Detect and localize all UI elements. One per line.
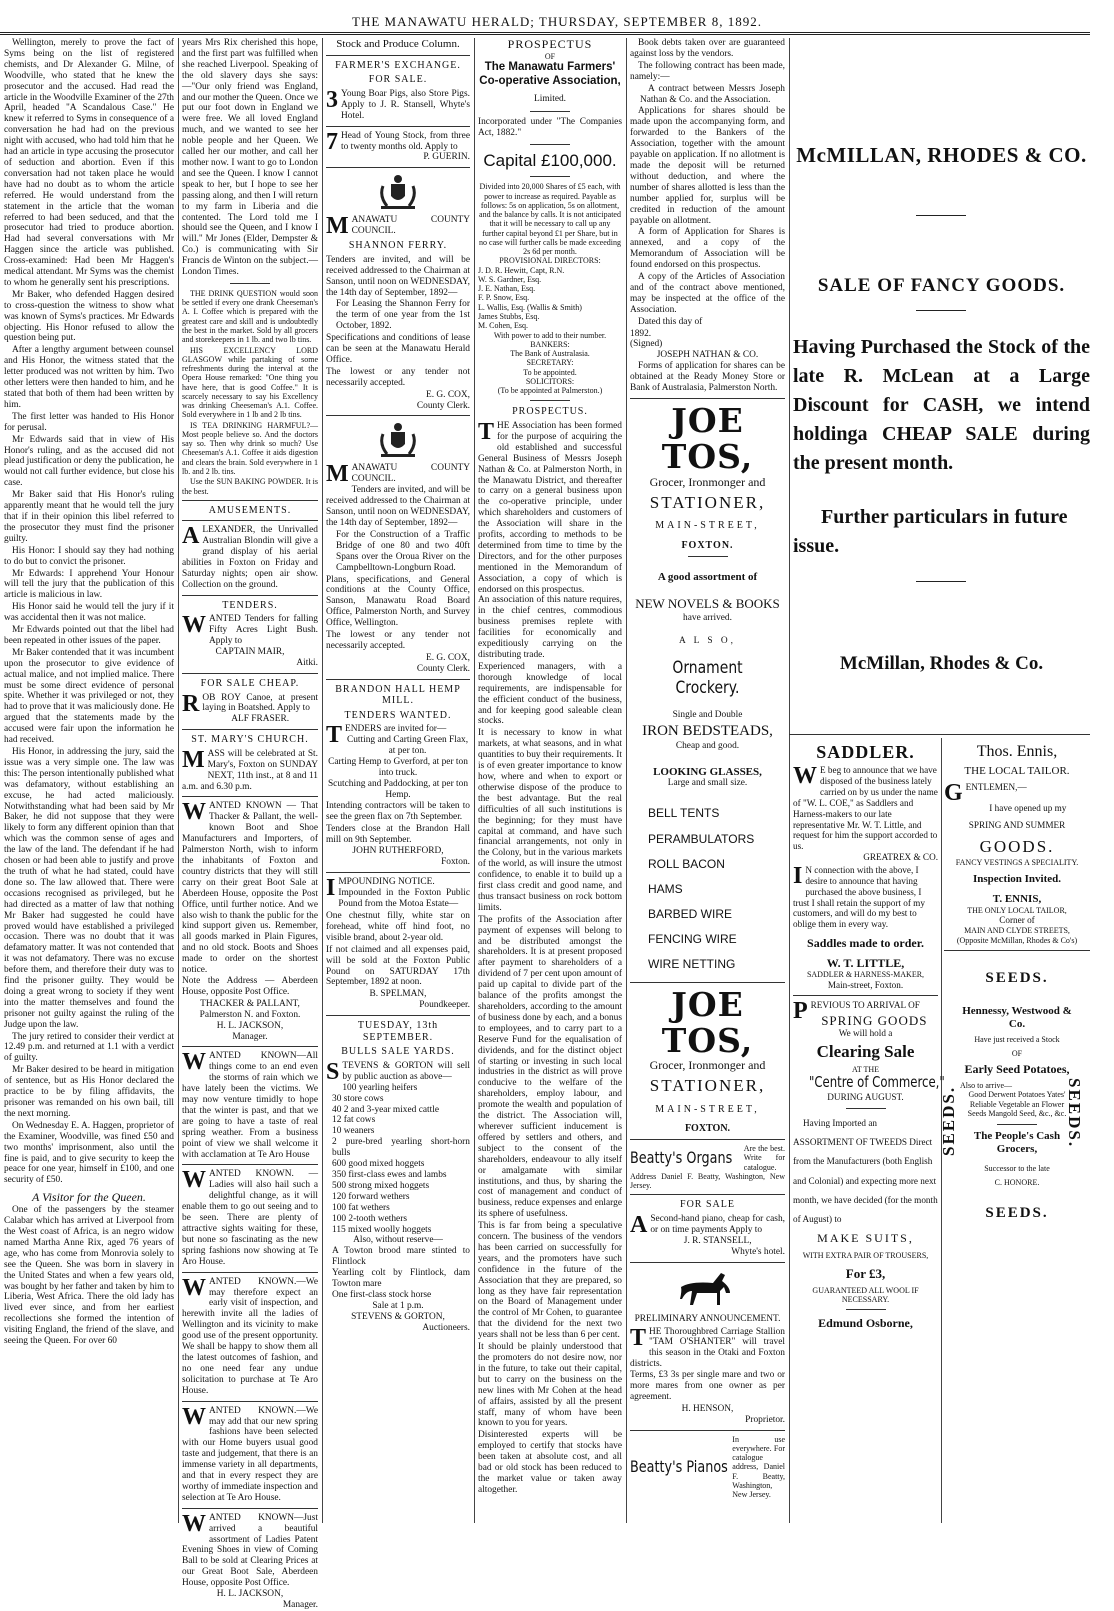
beatty-address: Address Daniel F. Beatty, Washington, New Jersey. (630, 1171, 785, 1191)
main-street-label: MAIN-STREET, (655, 520, 760, 532)
fancy-vestings: FANCY VESTINGS A SPECIALITY. (955, 857, 1079, 867)
article-paragraph: His Honor said he would tell the jury if it was accidental then it was not malice. (4, 602, 174, 624)
article-paragraph: Mr Baker contended that it was incumbent upon the prosecutor to give evidence of actual malice, and not implied malice. There must be some direct evidence of personal spite. Whether it was privileged or not, they had to prove that it was maliciously done. He argued that the statements made by the accused were fair upon the information he had received. (4, 647, 175, 746)
opposite-mcmillan: (Opposite McMillan, Rhodes & Co's) (956, 936, 1078, 946)
prospectus-cont-5: A form of Application for Shares is annexed, and a copy of the Memorandum of Association will be found endorsed on this prospectus. (630, 227, 785, 271)
goods-label: GOODS. (979, 837, 1055, 857)
corner-of: Corner of (999, 915, 1035, 926)
stock-item: 100 fat wethers (332, 1202, 390, 1213)
stock-extra-item: One first-class stock horse (332, 1289, 432, 1300)
little-trade: SADDLER & HARNESS-MAKER, (806, 970, 925, 980)
greatrex-notice: W E beg to announce that we have disposed of the business lately carried on by us under the name of "W. L. COE," as Saddlers and Harness-makers to our late representative Mr. W. T. Little, and request for him the support accorded to us. GREATREX & CO. (793, 763, 938, 863)
piano-ad: A Second-hand piano, cheap for cash, or on time payments Apply to J. R. STANSELL, Whyte's hotel. (630, 1211, 785, 1257)
stallion-ad: THE Thoroughbred Carriage Stallion "TAM O'SHANTER" will travel this season in the Otaki and Foxton districts. Terms, £3 3s per single mare and two or more mares from one owner as per agreement. H. HENSON, Proprietor. (630, 1324, 785, 1425)
joe-tos-items (630, 801, 785, 977)
joe-tos-title-2: JOE TOS, (661, 984, 754, 1060)
little-address: Main-street, Foxton. (827, 979, 904, 990)
mcmillan-rhodes-ad (793, 38, 1090, 738)
stock-item: 2 pure-bred yearling short-horn bulls (332, 1137, 470, 1159)
prospectus-forms: Forms of application for shares can be obtained at the Ready Money Store or Bank of Australasia, Palmerston North. (630, 361, 785, 394)
wanted-known-5: WANTED KNOWN.—We may add that our new spring fashions have been selected with our Home buyers usual good taste and judgement, that there is an immense variety in all departments, and that in every respect they are worthy of immediate inspection and selection at Te Aro House. (182, 1403, 318, 1503)
prospectus-subheading: PROSPECTUS. (512, 406, 588, 418)
directors-heading: PROVISIONAL DIRECTORS: (499, 256, 601, 266)
t-ennis: T. ENNIS, (992, 892, 1042, 905)
spring-goods: SPRING GOODS (821, 1012, 928, 1028)
only-tailor: THE ONLY LOCAL TAILOR, (967, 905, 1067, 915)
beatty-pianos-ad: Beatty's Pianos In use everywhere. For catalogue address, Daniel F. Beatty, Washington, New Jersey. (630, 1434, 785, 1500)
little-name: W. T. LITTLE, (826, 956, 905, 971)
prospectus-signatory: JOSEPH NATHAN & CO. (656, 350, 759, 361)
osborne-name: Edmund Osborne, (818, 1316, 913, 1331)
director-item: J. D. R. Hewitt, Capt, R.N. (478, 265, 565, 275)
masthead-title: THE MANAWATU HERALD; THURSDAY, SEPTEMBER 8, 1892. (352, 14, 762, 29)
article-paragraph: Mr Baker desired to be heard in mitigation of sentence, but as His Honor declared the practice to be by filing affidavits, the prisoner was remanded on his own bail, till the next morning. (4, 1065, 174, 1119)
stock-item: 500 strong mixed hoggets (332, 1180, 430, 1191)
streets: MAIN AND CLYDE STREETS, (964, 926, 1070, 936)
prospectus-cont-4: Applications for shares should be made upon the accompanying form, and forwarded to the Bankers of the Association, together with the amount payable on application. If no allotment is made the deposit will be returned without deduction, and where the number of shares allotted is less than the number applied for, surplus will be credited in reduction of the amount payable on allotment. (630, 106, 785, 226)
column-5 (630, 38, 785, 1523)
brandon-hall-heading: BRANDON HALL HEMP MILL. (335, 683, 461, 707)
stock-item: 30 store cows (332, 1093, 384, 1104)
all-wool: GUARANTEED ALL WOOL IF NECESSARY. (812, 1285, 919, 1305)
impounding-notice: IMPOUNDING NOTICE. Impounded in the Foxton Public Pound from the Motoa Estate— One chestnut filly, white star on forehead, white off hind foot, no visible brand, about 2-year old. If not claimed and all expenses paid, will be sold at the Foxton Public Pound on SATURDAY 17th September, 1892 at noon. B. SPELMAN, Poundkeeper. (326, 875, 470, 1011)
hemp-ad: TENDERS are invited for— Cutting and Carting Green Flax, at per ton. Carting Hemp to Gverford, at per ton into truck. Scutching and Paddocking, at per ton Hemp. Intending contractors will be taken to see the green flax on 7th September. Tenders close at the Brandon Hall mill on 9th September. JOHN RUTHERFORD, Foxton. (326, 722, 470, 868)
wanted-known-6: WANTED KNOWN—Just arrived a beautiful assortment of Ladies Patent Evening Shoes in view of Coming Ball to be sold at Clearing Prices at our Great Boot Sale, Aberdeen House, opposite Post Office. H. L. JACKSON, Manager. (182, 1510, 318, 1610)
seeds-side-right: SEEDS. (1065, 1078, 1084, 1149)
director-item: W. S. Gardner, Esq. (478, 274, 542, 284)
article-paragraph: Mr Edwards said that in view of His Honor's ruling, and as the accused did not plead justification or deny the publication, he would not call further evidence, but close his case. (4, 434, 175, 489)
stock-item: 600 good mixed hoggets (332, 1159, 425, 1170)
tenders-wanted-heading: TENDERS WANTED. (344, 709, 452, 721)
fancy-goods-heading: SALE OF FANCY GOODS. (817, 275, 1066, 296)
saddler-column (793, 738, 945, 1523)
early-potatoes: Early Seed Potatoes, (964, 1062, 1070, 1077)
visitor-headline: A Visitor for the Queen. (32, 1190, 146, 1205)
st-marys-heading: ST. MARY'S CHURCH. (191, 734, 309, 746)
limited-label: Limited. (533, 93, 567, 104)
arrived-label: have arrived. (683, 613, 732, 624)
single-double-label: Single and Double (672, 710, 743, 721)
stationer-label-2: STATIONER, (649, 1076, 766, 1096)
seeds-side-left: SEEDS. (939, 1085, 958, 1156)
libel-case-article (4, 38, 174, 1186)
wanted-known-1: WANTED KNOWN — That Thacker & Pallant, the well-known Boot and Shoe Manufacturers and Importers, of Palmerston North, wish to inform the inhabitants of Foxton and country districts that they will still carry on their great Boot Sale at Aberdeen House, opposite the Post Office, until further notice. And we also wish to thank the public for the kind support given us. Remember, all goods marked in Plain Figures, and no old stock. Boots and Shoes made to order on the shortest notice. Note the Address — Aberdeen House, opposite Post Office. THACKER & PALLANT, Palmerston N. and Foxton. H. L. JACKSON, Manager. (182, 799, 318, 1042)
suit-price: For £3, (845, 1266, 886, 1282)
mcmillan-signature: McMillan, Rhodes & Co. (839, 653, 1044, 674)
iron-bedsteads-label: IRON BEDSTEADS, (642, 723, 773, 740)
assortment-label: A good assortment of (657, 571, 758, 584)
stock-item: 120 forward wethers (332, 1191, 410, 1202)
prospectus-cont-6: A copy of the Articles of Association and of the contract above mentioned, may be inspected at the office of the Association. (630, 272, 785, 315)
stock-item: 10 weaners (332, 1126, 375, 1137)
director-item: L. Wallis, Esq. (Wallis & Smith) (478, 302, 582, 312)
incorporation: Incorporated under "The Companies Act, 1882." (478, 116, 622, 138)
piano-forsale-heading: FOR SALE (680, 1199, 735, 1211)
joe-item: ROLL BACON (648, 856, 725, 871)
article-paragraph: Mr Baker said that His Honor's ruling apparently meant that he would tell the jury that if in their opinion this libel referred to the prosecutor they must find the prisoner guilty. (4, 490, 174, 544)
council-ad-2: MANAWATU COUNTY COUNCIL. Tenders are invited, and will be received addressed to the Chairman at Sanson, until noon on WEDNESDAY, the 14th day of September, 1892— For the Construction of a Traffic Bridge of one 80 and two 40ft Spans over the Oroua River on the Campbelltown-Longburn Road. Plans, specifications, and General conditions at the County Office, Sanson, Manawatu Road Board Office, Palmerston North, and Survey Office, Wellington. The lowest or any tender not necessarily accepted. E. G. COX, County Clerk. (326, 461, 470, 674)
director-item: James Stubbs, Esq. (478, 311, 540, 321)
spring-summer: SPRING AND SUMMER (968, 820, 1066, 831)
foxton-label: FOXTON. (681, 539, 734, 551)
column-rule (474, 38, 475, 1523)
coat-of-arms-icon (373, 420, 423, 460)
seeds-footer: SEEDS. (985, 1204, 1049, 1221)
column-rule (789, 38, 790, 1523)
visitor-article-text: One of the passengers by the steamer Calabar which has arrived at Liverpool from the West coast of Africa, is an negro widow named Martha Anne Rix, aged 76 years of age, who has come from Monrovia solely to see the Queen. She was born in slavery in the United States and when a few years old, was bought by her father and taken by him to Liberia, West Africa. There the old lady has lived ever since, and from her earliest recollections she formed the intention of visiting England, the friend of the slave, and seeing the Queen. For over 60 (4, 1205, 175, 1347)
secretary-heading: SECRETARY: (526, 358, 574, 368)
successor-to: Successor to the late (984, 1164, 1050, 1174)
clearing-sale-title: Clearing Sale (816, 1041, 915, 1061)
association-name: The Manawatu Farmers' Co-operative Association, (479, 61, 621, 87)
crockery-label: Ornament Crockery. (672, 658, 743, 698)
seeds-heading: SEEDS. (985, 969, 1049, 986)
article-paragraph: Mr Edwards pointed out that the libel had been repeated in other issues of the paper. (4, 625, 174, 646)
amusements-ad: ALEXANDER, the Unrivalled Australian Blondin will give a grand display of his aerial abilities in Foxton on Friday and Saturday nights; open air show. Collection on the ground. (182, 523, 318, 590)
stock-extra-item: A Towton brood mare stinted to Flintlock (332, 1246, 470, 1268)
bank-name: The Bank of Australasia. (510, 349, 590, 359)
make-suits: MAKE SUITS, (817, 1230, 914, 1245)
prospectus-title: PROSPECTUS (507, 37, 593, 51)
grocer-label: Grocer, Ironmonger and (649, 474, 766, 489)
article-paragraph: Mr Baker, who defended Haggen desired to cross-question the witness to show what was known of Syms's practices. Mr Edwards objecting. His Honor refused to allow the question being put. (4, 289, 174, 344)
grocer-label-2: Grocer, Ironmonger and (649, 1058, 766, 1073)
directors-list (478, 266, 622, 331)
joe-item: PERAMBULATORS (648, 831, 755, 846)
secretary-note: To be appointed. (523, 367, 577, 377)
also-label: A L S O, (679, 636, 736, 647)
cheap-good-label: Cheap and good. (675, 740, 740, 751)
column-4-prospectus (478, 38, 622, 1523)
solicitors-heading: SOLICITORS: (525, 376, 575, 386)
article-paragraph: On Wednesday E. A. Haggen, proprietor of the Examiner, Woodville, was fined £50 and two months' imprisonment, also until the fine is paid, and to give security to keep the peace for one year, himself in £100, and one security of £50. (4, 1120, 174, 1186)
saddles-order: Saddles made to order. (807, 936, 924, 951)
prospectus-signed: (Signed) (630, 339, 663, 350)
article-paragraph: Mr Edwards: I apprehend Your Honour will tell the jury that the publication of this article is malicious in law. (4, 568, 174, 601)
prospectus-of: OF (544, 51, 556, 61)
column-3 (326, 38, 470, 1523)
council-ad-1: MANAWATU COUNTY COUNCIL. SHANNON FERRY. Tenders are invited, and will be received addressed to the Chairman at Sanson, until noon on WEDNESDAY, the 14th day of September, 1892— For Leasing the Shannon Ferry for the term of one year from the 1st October, 1892. Specifications and conditions of lease can be seen at the Manawatu Herald Office. The lowest or any tender not necessarily accepted. E. G. COX, County Clerk. (326, 213, 470, 411)
sale-date-heading: TUESDAY, 13th SEPTEMBER. (357, 1020, 439, 1043)
column-rule (322, 38, 323, 1523)
forsale-cheap-heading: FOR SALE CHEAP. (200, 677, 300, 689)
centre-of-commerce: "Centre of Commerce," (808, 1073, 945, 1092)
peoples-cash: The People's Cash Grocers, (973, 1129, 1061, 1156)
stock-list (332, 1083, 470, 1236)
prospectus-cont-3: A contract between Messrs Joseph Nathan & Co. and the Association. (640, 83, 785, 105)
header-rule (0, 32, 1090, 35)
wanted-known-4: WANTED KNOWN.—We may therefore expect an early visit of inspection, and herewith invite all the ladies of Wellington and its vicinity to make good use of the present opportunity. We shall be happy to show them all the latest outcomes of fashion, and no one need fear any undue solicitation to purchase at Te Aro House. (182, 1274, 318, 1396)
preliminary-heading: PRELIMINARY ANNOUNCEMENT. (634, 1313, 781, 1324)
beatty-organs-ad: Beatty's Organs Are the best. Write for catalogue. (630, 1144, 785, 1172)
stock-item: 40 2 and 3-year mixed cattle (332, 1104, 439, 1115)
honore-name: C. HONORE. (994, 1177, 1040, 1187)
directors-note: With power to add to their number. (493, 330, 607, 340)
looking-glasses-label: LOOKING GLASSES, (653, 765, 762, 778)
column-1-article (4, 38, 174, 1523)
column-rule (178, 38, 179, 1523)
at-the: AT THE (851, 1064, 880, 1074)
article-paragraph: Wellington, merely to prove the fact of Syms being on the list of registered chemists, and Dr Alexander G. Milne, of Woodville, who stated that he knew the prosecutor and the accused. Had read the article in the Woodville Examiner of the 27th April, headed "A Scandalous Case." He knew it referred to Syms in consequence of a conversation he had had on the previous night with accused, who had told him that he had an article in type accusing the prosecutor of seduction and abortion. Even if this conversation had not taken place he would have had no doubt as to whom the article referred. He would understand from the statement in the article that the woman referred to had been seduced, and that the prosecutor had tried to produce abortion. Had had several conversations with Mr Haggen since the article was published. Cross-examined: Had been Mr Haggen's medical attendant. Mr Syms was the chemist to whom he generally sent his prescriptions. (4, 38, 174, 288)
joe-item: FENCING WIRE (648, 932, 737, 947)
joe-item: WIRE NETTING (648, 957, 736, 972)
large-small-label: Large and small size. (667, 778, 748, 789)
will-hold: We will hold a (838, 1027, 893, 1038)
article-paragraph: His Honor: I should say they had nothing to do but to convict the prisoner. (4, 545, 174, 567)
bankers-heading: BANKERS: (530, 339, 570, 349)
pigs-ad: 3 Young Boar Pigs, also Store Pigs. Apply to J. R. Stansell, Whyte's Hotel. (326, 86, 470, 121)
prospectus-body: THE Association has been formed for the purpose of acquiring the old established and successful General Business of Messrs Joseph Nathan & Co. at Palmerston North, in the Manawatu District, and thereafter to carry on a general business upon the co-operative principle, under which shareholders and customers of the Association will share in the profits, according to methods to be determined from time to time by the Directors, and for the other purposes mentioned in the Memorandum of Association, a copy of which is endorsed on this prospectus. An association of this nature requires, in the chief centres, commodious business premises replete with facilities for economically and expeditiously carrying on the distributing trade. Experienced managers, with a thorough knowledge of local requirements, are indispensable for the efficient conduct of the business, and for keeping good saleable clean stocks. It is necessary to know in what markets, at what seasons, and in what quantities to buy their requirements. It is of even greater importance to know how, where and when to export or otherwise dispose of the produce to the best advantage. But the real difficulties of all such institutions is the beginning; for they must have capital at command, and have such financial arrangements, not only in the Colony, but in the various markets of the world, as will insure the utmost confidence, to enable it to build up a first class credit and good name, and thus transact business on rock bottom limits. The profits of the Association after payment of expenses will belong to and be distributed amongst the shareholders. It is at present proposed after payment to shareholders of a dividend of 7 per cent upon amount of paid up capital to divide part of the balance of the profits amongst the shareholders, according to the amount of business done by each, and a bonus to employees, and to carry part to a Reserve Fund for the equalisation of dividends, and for the distinct object of starting or investing in such local industries in the district as will prove conducive to the welfare of the shareholders, employ labour, and promote the wealth and population of the district. The Association will, wherever sufficient inducement is offered by settlers and others, and subject to the consent of the shareholders, endeavour to ally itself or amalgamate with similar institutions, and thus, by sharing the cost of management and conduct of business, reduce expenses and enlarge its sphere of usefulness. This is far from being a speculative concern. The business of the vendors has been carried on successfully for years, and the promoters have such confidence in the future of the Association that they are prepared, so long as they have fair representation on the Board of Management under the control of Mr Cohen, to guarantee that the dividend for the next two years shall not be less than 6 per cent. It should be plainly understood that the promoters do not desire now, nor in the future, to take out their capital, but to carry on the business on the new lines with Mr Cohen at the head of affairs, assisted by all the present staff, many of whom have been known to you for years. Disinterested experts will be employed to certify that stocks have been taken at absolute cost, and all bad or old stock has been reduced to the market value or taken away altogether. (478, 418, 622, 1495)
main-street-label-2: MAIN-STREET, (655, 1103, 760, 1115)
stock-item: 100 2-tooth wethers (332, 1213, 407, 1224)
mcmillan-body: Having Purchased the Stock of the late R. McLean at a Large Discount for CASH, we intend holdinga CHEAP SALE during the present month. (793, 336, 1090, 474)
ennis-column (939, 738, 1090, 1523)
ennis-notice: GENTLEMEN,— (944, 780, 1027, 807)
stock-item: 100 yearling heifers (342, 1082, 418, 1093)
column-2 (182, 38, 318, 1610)
prospectus-year: 1892. (630, 328, 652, 339)
tweeds-text: Having Imported an ASSORTMENT OF TWEEDS Direct from the Manufacturers (both English and Colonial) and expecting more next month, we have decided (for the month of August) to (793, 1117, 938, 1225)
visitor-continued: years Mrs Rix cherished this hope, and the first part was fulfilled when she reached Liverpool. Speaking of the old slavery days she says:—"Our only friend was England, and our mother the Queen. Once we put our foot down in England we were free. We all loved England much, and we wanted to see her noble people and her Queen. We called her our mother, and call her mother now. I want to go to London and see the Queen. I know I cannot speak to her, but I hope to see her passing along, and then I will return to my farm in Liberia and die contented. The Lord told me I should see the Queen, and I know I will." Mr Jones (Elder, Dempster & Co.) is communicating with Sir Francis de Winton on the subject.—London Times. (182, 38, 318, 278)
joe-item: HAMS (648, 881, 683, 896)
wanted-known-3: WANTED KNOWN. — Ladies will also hail such a delightful change, as it will enable them to go out seeing and to be seen. There are plenty of attractive sights waiting for these, but none so fascinating as the new spring fashions now showing at Te Aro House. (182, 1167, 318, 1267)
clearing-sale-ad: PREVIOUS TO ARRIVAL OF (793, 997, 920, 1024)
amusements-heading: AMUSEMENTS. (208, 504, 292, 516)
stock-item: 115 mixed woolly hoggets (332, 1224, 432, 1235)
director-item: F. P. Snow, Esq. (478, 293, 530, 303)
steers-ad: 7 Head of Young Stock, from three to twenty months old. Apply to P. GUERIN. (326, 128, 470, 163)
coffee-ads (182, 289, 318, 496)
bulls-sale-yards: BULLS SALE YARDS. (341, 1046, 455, 1058)
column-rule (626, 38, 627, 1523)
baking-ad: Use the SUN BAKING POWDER. It is the best. (182, 477, 318, 496)
canoe-ad: ROB ROY Canoe, at present laying in Boatshed. Apply to ALF FRASER. (182, 690, 318, 725)
horse-icon (673, 1267, 743, 1311)
coat-of-arms-icon (373, 172, 423, 212)
stock-column-title: Stock and Produce Column. (336, 38, 460, 50)
stock-item: 350 first-class ewes and lambs (332, 1169, 447, 1180)
inspection-invited: Inspection Invited. (972, 873, 1062, 886)
article-paragraph: His Honor, in addressing the jury, said the issue was a very simple one. The law was this: The person intentionally published what was defamatory, without establishing an excuse, he had acted maliciously. Notwithstanding what had been said by Mr Baker, he did not suppose that they were likely to form any different opinion than that which was the common sense of ages and the law of the land. The defendant if he had chosen or had been able to justify and prove the truth of what he had stated, could have done so. The law allowed that. There were occasions recognised as privileged, but he had directed as a matter of law that nothing Mr Baker had suggested he could have proved would have established a privileged occasion. There was no doubt that it was defamatory matter. It was not contended that it was not defamatory. There was no excuse before them, and therefore their duty was to find the prisoner guilty. They would be doing a great wrong to society if they went into the matter themselves and found the prisoner not guilty against the ruling of the Judge upon the law. (4, 747, 174, 1030)
extra-trousers: WITH EXTRA PAIR OF TROUSERS, (802, 1250, 929, 1260)
little-notice: I N connection with the above, I desire to announce that having purchased the above business, I trust I shall retain the support of my customers, and will do my best to oblige them in every way. (793, 862, 925, 930)
seed-list: Good Derwent Potatoes Yates' Reliable Vegetable an Flower Seeds Mangold Seed, &c., &c. (967, 1090, 1067, 1119)
page-header (0, 0, 1114, 34)
tenders-ad: WANTED Tenders for falling Fifty Acres Light Bush. Apply to CAPTAIN MAIR, Aitki. (182, 612, 318, 669)
ennis-name: Thos. Ennis, (976, 743, 1058, 760)
stock-extra-list (332, 1246, 470, 1301)
capital-amount: Capital £100,000. (483, 150, 617, 170)
received-stock: Have just received a Stock (974, 1035, 1060, 1045)
of-label: OF (1011, 1048, 1023, 1058)
mass-ad: MASS will be celebrated at St. Mary's, Foxton on SUNDAY NEXT, 11th inst., at 8 and 11 a.m. and 6.30 p.m. (182, 746, 318, 792)
forsale-heading: FOR SALE. (368, 74, 428, 86)
novels-label: NEW NOVELS & BOOKS (635, 596, 780, 612)
mcmillan-title: McMILLAN, RHODES & CO. (796, 143, 1087, 167)
prospectus-cont-7: Dated this day of (638, 316, 703, 327)
mcmillan-further: Further particulars in future issue. (793, 506, 1068, 557)
director-item: M. Cohen, Esq. (478, 321, 528, 331)
joe-item: BELL TENTS (648, 806, 720, 821)
solicitors-note: (To be appointed at Palmerston.) (497, 386, 603, 396)
also-arrive: Also to arrive— (960, 1080, 1012, 1090)
drink-question-ad: THE DRINK QUESTION would soon be settled if every one drank Cheeseman's A. I. Coffee which is prepared with the greatest care and skill and is undoubtedly the best in the market. Sold by all grocers and storekeepers in 1 lb. and two lb tins. (182, 288, 318, 345)
foxton-label-2: FOXTON. (684, 1123, 731, 1135)
prospectus-cont-2: The following contract has been made, namely:— (630, 60, 785, 82)
stock-extra-item: Yearling colt by Flintlock, dam Towton mare (332, 1268, 470, 1290)
opened-up: I have opened up my (989, 803, 1067, 814)
hennessy-name: Hennessy, Westwood & Co. (962, 1004, 1072, 1030)
tea-ad: IS TEA DRINKING HARMFUL?—Most people believe so. And the doctors say so. Then why drink so much? Use Cheeseman's A.1. Coffee it aids digestion and clears the brain. Sold everywhere in 1 lb. and 2 lb. tins. (182, 420, 318, 476)
saddler-title: SADDLER. (816, 742, 915, 762)
local-tailor: THE LOCAL TAILOR. (964, 765, 1070, 778)
director-item: J. E. Nathan, Esq. (478, 284, 536, 294)
article-paragraph: The first letter was handed to His Honor for perusal. (4, 411, 174, 433)
prospectus-cont-1: Book debts taken over are guaranteed against loss by the vendors. (630, 38, 785, 59)
during-august: DURING AUGUST. (827, 1091, 904, 1102)
tenders-heading: TENDERS. (222, 599, 278, 611)
excellency-ad: HIS EXCELLENCY LORD GLASGOW while partaking of some refreshments during the interval at the Opera House remarked: "One thing you have here, that is good Coffee." It is scarcely necessary to say his Excellency was drinking Cheeseman's A.1. Coffee. Sold everywhere in 1 lb and 2 lb tins. (182, 345, 318, 420)
stevens-gorton-ad: STEVENS & GORTON will sell by public auction as above— 100 yearling heifers 30 store cows 40 2 and 3-year mixed cattle 12 fat cows 10 weaners 2 pure-bred yearling short-horn bulls 600 good mixed hoggets 350 first-class ewes and lambs 500 strong mixed hoggets 120 forward wethers 100 fat wethers 100 2-tooth wethers 115 mixed woolly hoggets Also, without reserve— A Towton brood mare stinted to Flintlock Yearling colt by Flintlock, dam Towton mare One first-class stock horse Sale at 1 p.m. STEVENS & GORTON, Auctioneers. (326, 1058, 470, 1333)
wanted-known-2: WANTED KNOWN—All things come to an end even the storms of rain which we have lately been the victims. We may now venture timidly to hope that the winter is past, and that we are going to have a taste of real spring weather. From a business point of view we shall welcome it with acclamation at Te Aro House (182, 1049, 318, 1160)
stock-item: 12 fat cows (332, 1115, 376, 1126)
joe-item: BARBED WIRE (648, 907, 733, 922)
article-paragraph: After a lengthy argument between counsel and His Honor, the witness stated that the letter produced was not written by him. Two other letters were then handed to him, and he stated that both of them had been written by him. (4, 345, 174, 410)
stationer-label: STATIONER, (649, 492, 766, 512)
shares-terms: Divided into 20,000 Shares of £5 each, with power to increase as required. Payable as follows: 5s on application, 5s on allotment, and the balance by calls. It is not anticipated that it will be necessary to call up any further capital beyond £1 per Share, but in no case will further calls be made exceeding 2s 6d per month. (479, 182, 621, 257)
farmers-exchange: FARMER'S EXCHANGE. (335, 59, 461, 71)
joe-tos-title: JOE TOS, (661, 401, 754, 477)
article-paragraph: The jury retired to consider their verdict at 12.49 p.m. and returned at 1.1 with a verdict of guilty. (4, 1031, 174, 1064)
